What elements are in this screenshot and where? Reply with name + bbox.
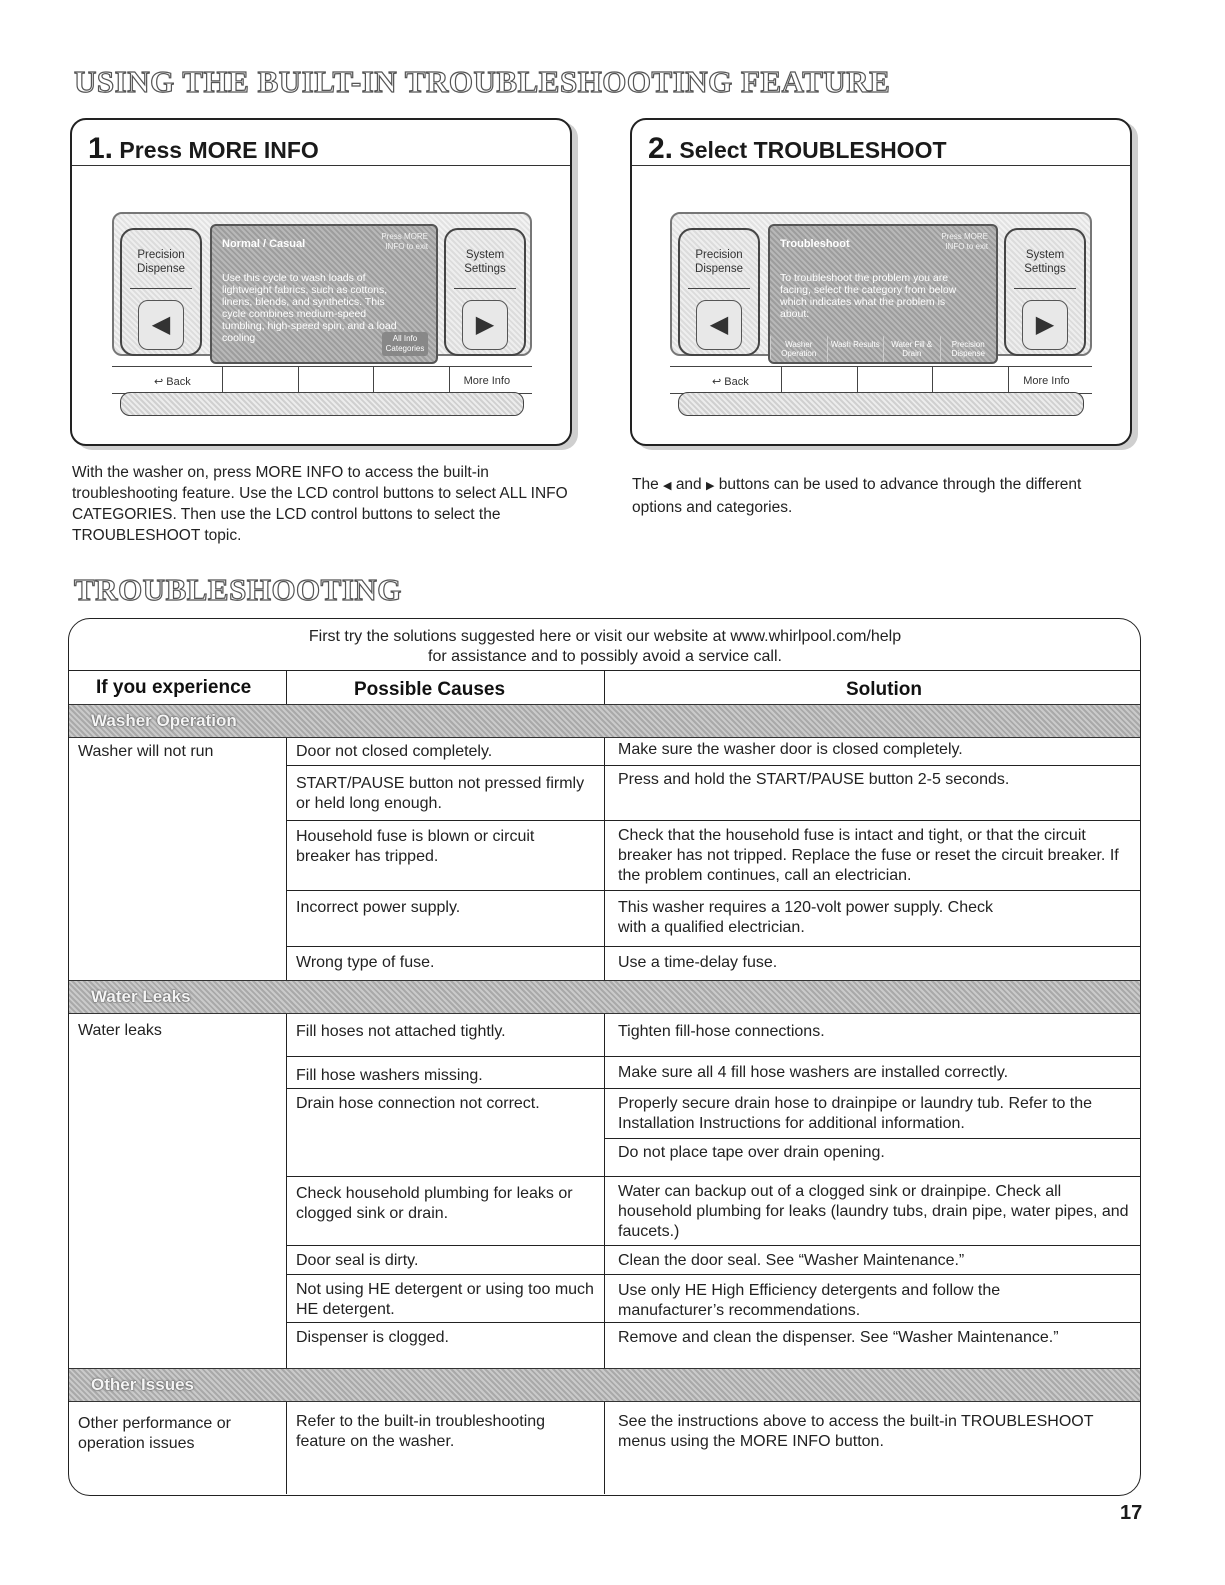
solution-cell: Make sure the washer door is closed completely. bbox=[618, 741, 963, 758]
step1-box bbox=[70, 118, 572, 446]
troubleshooting-heading: TROUBLESHOOTING bbox=[74, 572, 402, 607]
back-label: Back bbox=[724, 376, 749, 388]
solution-cell: Remove and clean the dispenser. See “Washer Maintenance.” bbox=[618, 1329, 1059, 1346]
lcd-button[interactable] bbox=[298, 367, 373, 393]
solution-cell: Press and hold the START/PAUSE button 2-5 seconds. bbox=[618, 771, 1010, 788]
screen-title: Troubleshoot bbox=[780, 238, 850, 250]
problem-water-leaks: Water leaks bbox=[78, 1022, 162, 1039]
intro-line-2: for assistance and to possibly avoid a service call. bbox=[428, 648, 782, 665]
solution-cell: This washer requires a 120-volt power supply. Check with a qualified electrician. bbox=[618, 899, 993, 936]
solution-cell: Check that the household fuse is intact and tight, or that the circuit breaker has not tripped. Replace the fuse or reset the circuit breaker. If the problem continues, call an electrician. bbox=[618, 827, 1119, 884]
right-arrow-icon: ▶ bbox=[706, 480, 715, 492]
cause-cell: Fill hose washers missing. bbox=[296, 1067, 483, 1084]
solution-cell: Do not place tape over drain opening. bbox=[618, 1144, 885, 1161]
section-water-leaks bbox=[69, 980, 1140, 1014]
tab-washer-operation[interactable]: Washer Operation bbox=[770, 336, 827, 362]
screen-title: Normal / Casual bbox=[222, 238, 306, 250]
step1-caption: With the washer on, press MORE INFO to access the built-in troubleshooting feature. Use the LCD control buttons to select ALL INFO CATEGORIES. Then use the LCD control buttons to select the TROUBLESHOOT topic. bbox=[72, 464, 568, 544]
step1-number: 1. bbox=[88, 132, 114, 165]
section-washer-operation bbox=[69, 704, 1140, 738]
lcd-button[interactable] bbox=[932, 367, 1008, 393]
step2-label: Select TROUBLESHOOT bbox=[679, 137, 947, 163]
step2-box bbox=[630, 118, 1132, 446]
caption-text: and bbox=[675, 476, 702, 493]
section-other-issues bbox=[69, 1368, 1140, 1402]
right-arrow-icon[interactable]: ▶ bbox=[1022, 300, 1068, 350]
caption-text: buttons can be used to advance through the different options and categories. bbox=[632, 476, 1082, 516]
lcd-screen bbox=[768, 224, 998, 364]
left-arrow-icon: ◀ bbox=[663, 480, 672, 492]
feature-heading: USING THE BUILT-IN TROUBLESHOOTING FEATURE bbox=[74, 64, 891, 99]
control-panel bbox=[670, 212, 1092, 356]
lcd-button-row bbox=[112, 366, 532, 394]
solution-cell: Tighten fill-hose connections. bbox=[618, 1023, 825, 1040]
cause-cell: Fill hoses not attached tightly. bbox=[296, 1023, 506, 1040]
screen-hint: Press MORE INFO to exit bbox=[381, 232, 428, 251]
system-settings-label: System Settings bbox=[1024, 249, 1066, 275]
cause-cell: Incorrect power supply. bbox=[296, 899, 461, 916]
section-title: Other Issues bbox=[91, 1375, 194, 1394]
lcd-button[interactable] bbox=[781, 367, 857, 393]
cause-cell: START/PAUSE button not pressed firmly or held long enough. bbox=[296, 775, 585, 812]
section-title: Washer Operation bbox=[91, 711, 237, 730]
cause-cell: Door not closed completely. bbox=[296, 743, 493, 760]
control-panel bbox=[112, 212, 532, 356]
solution-cell: Properly secure drain hose to drainpipe or laundry tub. Refer to the Installation Instructions for additional information. bbox=[618, 1095, 1093, 1132]
problem-other-issues: Other performance or operation issues bbox=[78, 1415, 231, 1452]
more-info-button[interactable] bbox=[1008, 367, 1092, 393]
cause-cell: Check household plumbing for leaks or clogged sink or drain. bbox=[296, 1185, 573, 1222]
cause-cell: Refer to the built-in troubleshooting feature on the washer. bbox=[296, 1413, 546, 1450]
step2-heading bbox=[632, 120, 1130, 166]
header-if-you-experience: If you experience bbox=[96, 677, 252, 698]
more-info-button[interactable] bbox=[449, 367, 532, 393]
tab-water-fill-drain[interactable]: Water Fill & Drain bbox=[883, 336, 940, 362]
lcd-button[interactable] bbox=[373, 367, 448, 393]
precision-dispense-label: Precision Dispense bbox=[695, 249, 743, 275]
problem-washer-will-not-run: Washer will not run bbox=[78, 743, 214, 760]
lcd-button[interactable] bbox=[857, 367, 933, 393]
cause-cell: Wrong type of fuse. bbox=[296, 954, 435, 971]
cause-cell: Household fuse is blown or circuit breaker has tripped. bbox=[296, 828, 535, 865]
button-strip bbox=[120, 392, 524, 416]
more-info-label: More Info bbox=[1023, 375, 1070, 387]
cause-cell: Drain hose connection not correct. bbox=[296, 1095, 540, 1112]
right-arrow-icon[interactable]: ▶ bbox=[462, 300, 508, 350]
system-settings-button[interactable] bbox=[444, 228, 526, 356]
solution-cell: Use only HE High Efficiency detergents and follow the manufacturer’s recommendations. bbox=[618, 1282, 1001, 1319]
step1-heading bbox=[72, 120, 570, 166]
lcd-screen bbox=[210, 224, 438, 364]
solution-cell: Clean the door seal. See “Washer Maintenance.” bbox=[618, 1252, 965, 1269]
left-arrow-icon[interactable]: ◀ bbox=[138, 300, 184, 350]
solution-cell: Make sure all 4 fill hose washers are installed correctly. bbox=[618, 1064, 1009, 1081]
caption-text: The bbox=[632, 476, 659, 493]
left-arrow-icon[interactable]: ◀ bbox=[696, 300, 742, 350]
page-number: 17 bbox=[1120, 1502, 1143, 1524]
solution-cell: See the instructions above to access the built-in TROUBLESHOOT menus using the MORE INFO button. bbox=[618, 1413, 1094, 1450]
screen-body: To troubleshoot the problem you are facing, select the category from below which indicates what the problem is about: bbox=[780, 272, 957, 320]
tab-precision-dispense[interactable]: Precision Dispense bbox=[940, 336, 997, 362]
back-button[interactable] bbox=[112, 367, 222, 393]
button-strip bbox=[678, 392, 1084, 416]
tab-wash-results[interactable]: Wash Results bbox=[827, 336, 884, 362]
screen-hint: Press MORE INFO to exit bbox=[941, 232, 988, 251]
cause-cell: Door seal is dirty. bbox=[296, 1252, 419, 1269]
system-settings-button[interactable] bbox=[1004, 228, 1086, 356]
system-settings-label: System Settings bbox=[464, 249, 506, 275]
intro-line-1: First try the solutions suggested here or visit our website at www.whirlpool.com/help bbox=[308, 628, 902, 645]
precision-dispense-label: Precision Dispense bbox=[137, 249, 185, 275]
back-label: Back bbox=[166, 376, 191, 388]
step1-label: Press MORE INFO bbox=[119, 137, 319, 163]
step2-number: 2. bbox=[648, 132, 674, 165]
screen-body: Use this cycle to wash loads of lightweight fabrics, such as cottons, linens, blends, and synthetics. This cycle combines medium-speed tumbling, high-speed spin, and a load cooling bbox=[222, 272, 397, 344]
back-icon: ↩ bbox=[154, 376, 167, 388]
lcd-button-row bbox=[670, 366, 1092, 394]
cause-cell: Dispenser is clogged. bbox=[296, 1329, 449, 1346]
back-button[interactable] bbox=[670, 367, 781, 393]
header-solution: Solution bbox=[846, 679, 922, 700]
section-title: Water Leaks bbox=[91, 987, 191, 1006]
all-info-categories-button[interactable]: All Info Categories bbox=[382, 332, 428, 356]
cause-cell: Not using HE detergent or using too much HE detergent. bbox=[296, 1281, 594, 1318]
solution-cell: Use a time-delay fuse. bbox=[618, 954, 778, 971]
back-icon: ↩ bbox=[712, 376, 725, 388]
step2-caption bbox=[632, 474, 1112, 518]
precision-dispense-button[interactable] bbox=[678, 228, 760, 356]
header-possible-causes: Possible Causes bbox=[354, 679, 506, 700]
screen-tabs bbox=[770, 336, 996, 362]
solution-cell: Water can backup out of a clogged sink or drainpipe. Check all household plumbing for leaks (laundry tubs, drain pipe, water pipes, and faucets.) bbox=[618, 1183, 1129, 1240]
lcd-button[interactable] bbox=[222, 367, 297, 393]
precision-dispense-button[interactable] bbox=[120, 228, 202, 356]
more-info-label: More Info bbox=[463, 375, 511, 387]
